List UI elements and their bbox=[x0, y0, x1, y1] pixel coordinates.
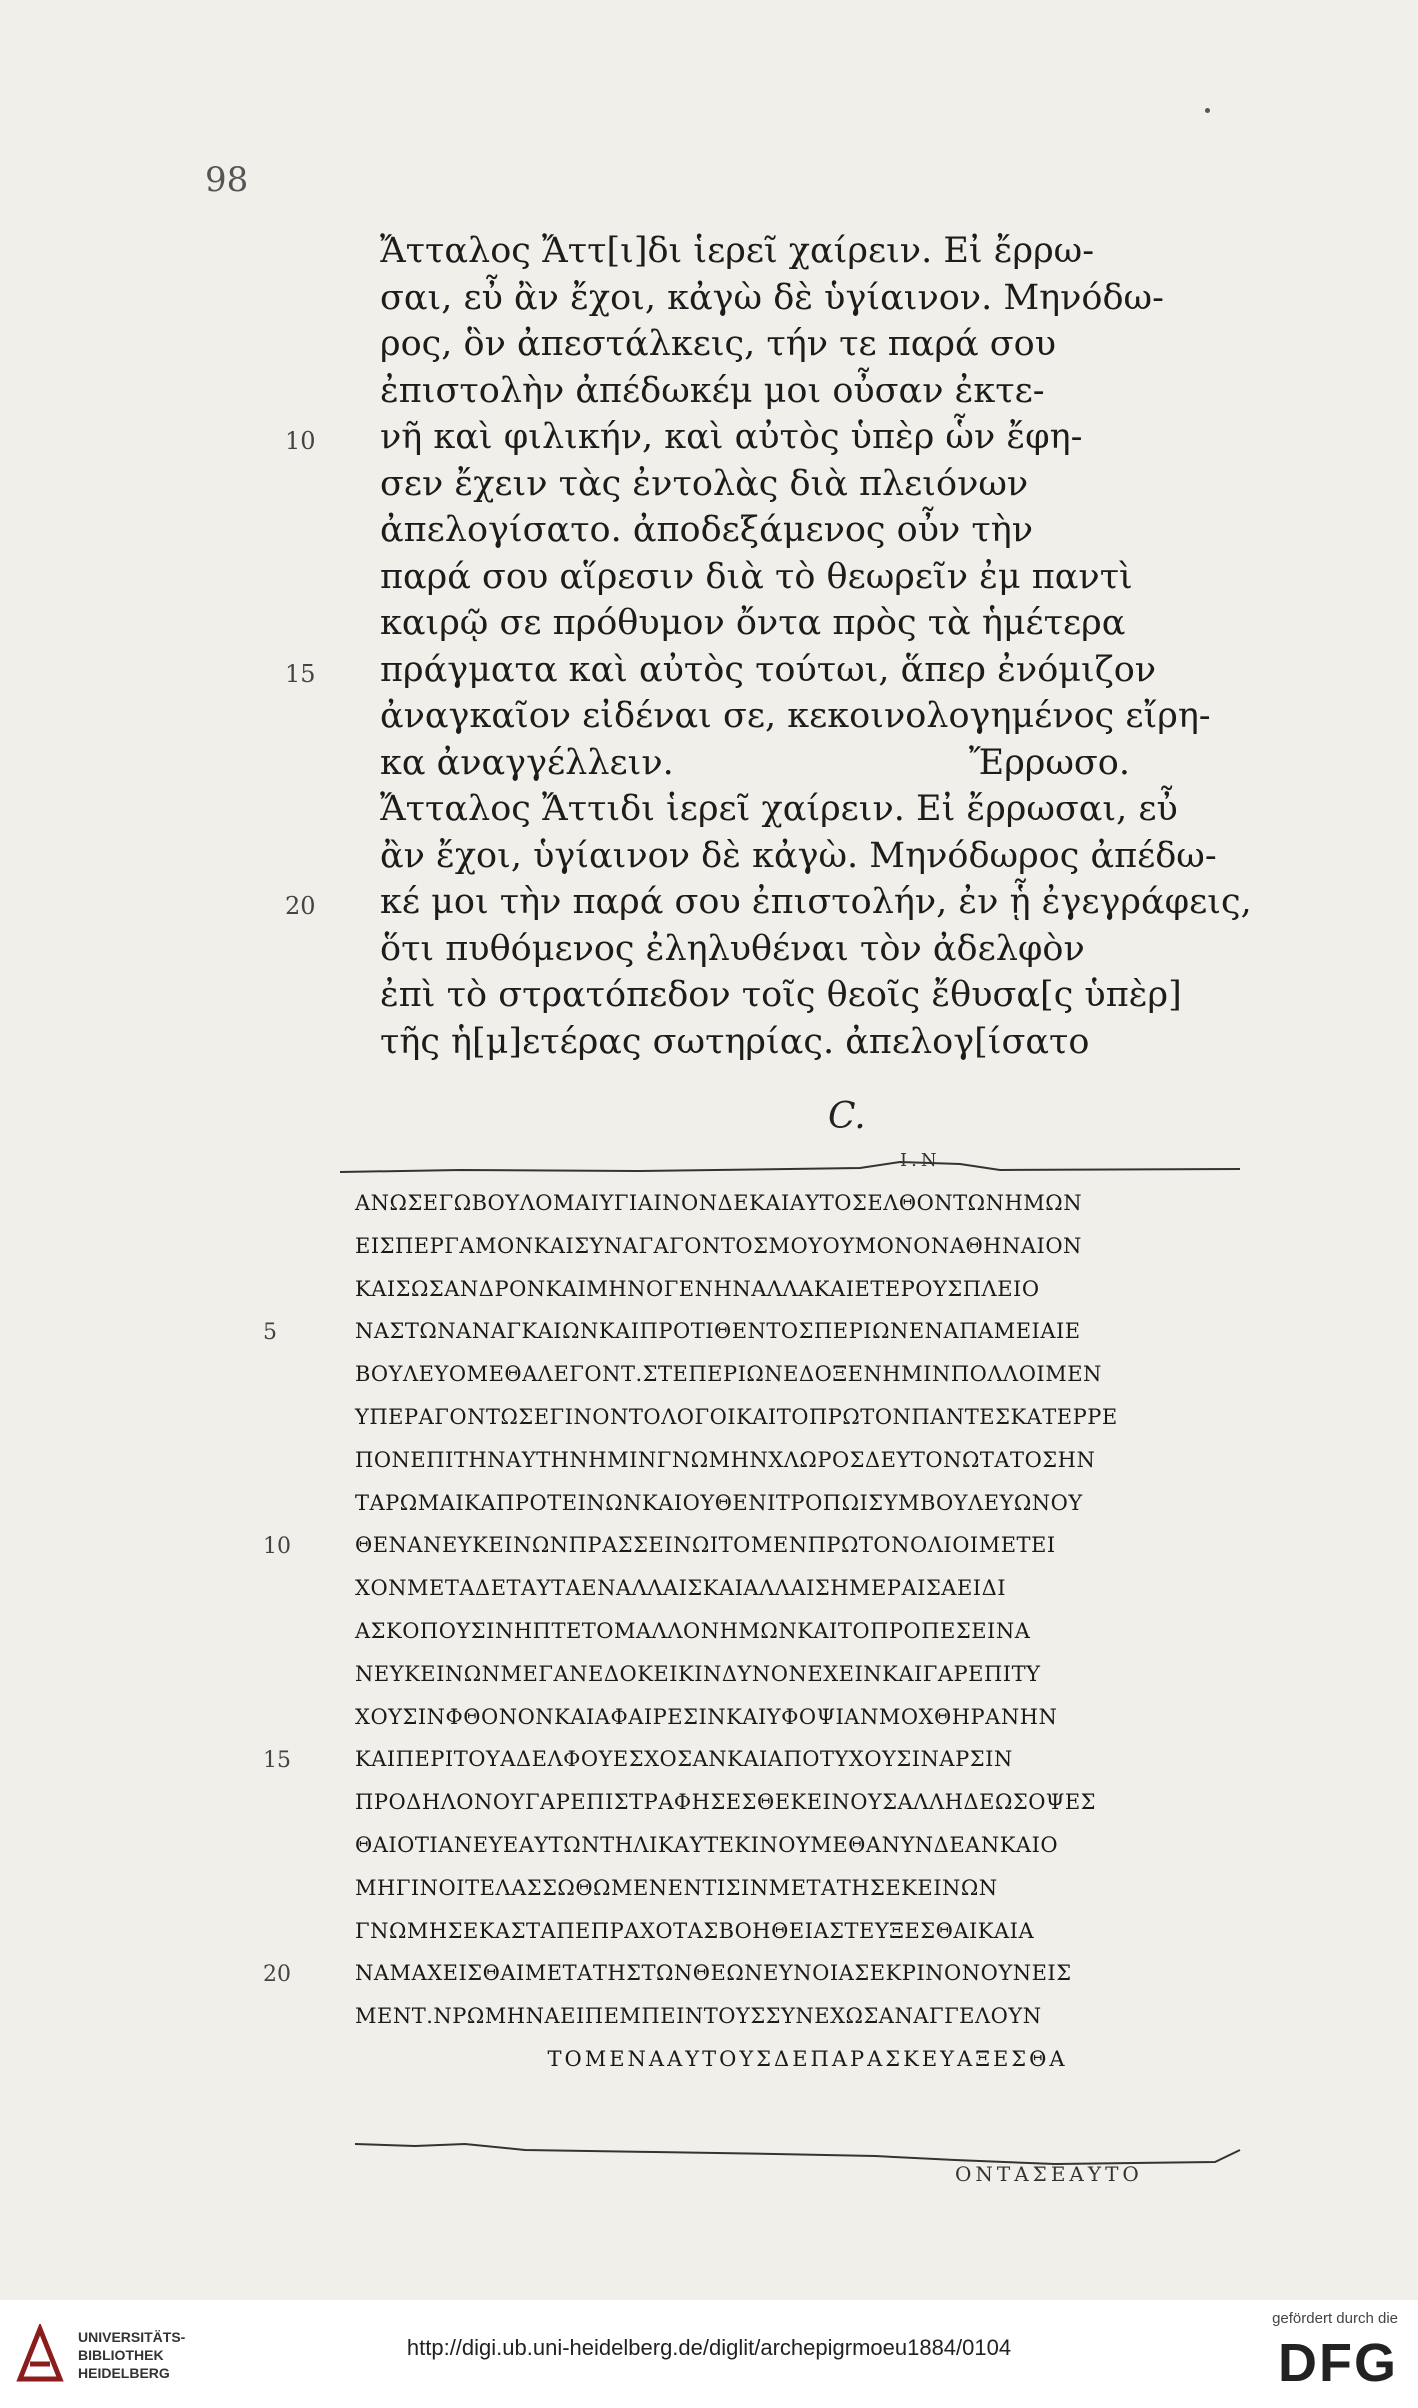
closing-salutation: Ἔρρωσο. bbox=[968, 742, 1130, 783]
uncial-line-text: ΘΑΙΟΤΙΑΝΕΥΕΑΥΤΩΝΤΗΛΙΚΑΥΤΕΚΙΝΟΥΜΕΘΑΝΥΝΔΕΑΝΚΑΙΟ bbox=[355, 1832, 1059, 1857]
uncial-line bbox=[355, 1268, 1260, 1311]
greek-line-text: κα ἀναγγέλλειν. bbox=[380, 742, 674, 783]
greek-line bbox=[380, 926, 1220, 973]
uncial-line-text: ΤΑΡΩΜΑΙΚΑΠΡΟΤΕΙΝΩΝΚΑΙΟΥΘΕΝΙΤΡΟΠΩΙΣΥΜΒΟΥΛΕΥΩΝΟΥ bbox=[355, 1490, 1083, 1515]
line-number: 15 bbox=[263, 1748, 291, 1774]
uncial-line bbox=[263, 1310, 1260, 1353]
uncial-line-text: ΥΠΕΡΑΓΟΝΤΩΣΕΓΙΝΟΝΤΟΛΟΓΟΙΚΑΙΤΟΠΡΩΤΟΝΠΑΝΤΕΣΚΑΤΕΡΡΕ bbox=[355, 1404, 1118, 1429]
fragment-bottom-text: ΟΝΤΑΣΕΑΥΤΟ bbox=[955, 2162, 1143, 2186]
uncial-line bbox=[355, 1653, 1260, 1696]
greek-line bbox=[380, 461, 1220, 508]
uncial-line-text: ΝΑΜΑΧΕΙΣΘΑΙΜΕΤΑΤΗΣΤΩΝΘΕΩΝΕΥΝΟΙΑΣΕΚΡΙΝΟΝΟΥΝΕΙΣ bbox=[355, 1961, 1072, 1986]
line-number: 10 bbox=[285, 427, 316, 455]
uncial-line-text: ΝΑΣΤΩΝΑΝΑΓΚΑΙΩΝΚΑΙΠΡΟΤΙΘΕΝΤΟΣΠΕΡΙΩΝΕΝΑΠΑΜΕΙΑΙΕ bbox=[355, 1319, 1081, 1344]
uncial-line-text: ΤΟΜΕΝΑΑΥΤΟΥΣΔΕΠΑΡΑΣΚΕΥΑΞΕΣΘΑ bbox=[547, 2046, 1068, 2071]
uncial-inscription bbox=[263, 1182, 1260, 2081]
greek-line-text: νῆ καὶ φιλικήν, καὶ αὐτὸς ὑπὲρ ὧν ἔφη- bbox=[380, 417, 1083, 457]
uncial-line-text: ΧΟΥΣΙΝΦΘΟΝΟΝΚΑΙΑΦΑΙΡΕΣΙΝΚΑΙΥΦΟΨΙΑΝΜΟΧΘΗΡΑΝΗΝ bbox=[355, 1704, 1058, 1729]
footer bbox=[0, 2300, 1418, 2408]
line-number: 20 bbox=[285, 892, 316, 920]
greek-line-text: ἀπελογίσατο. ἀποδεξάμενος οὖν τὴν bbox=[380, 510, 1034, 550]
greek-line-text: παρά σου αἵρεσιν διὰ τὸ θεωρεῖν ἐμ παντὶ bbox=[380, 556, 1133, 597]
greek-line bbox=[380, 275, 1220, 322]
uncial-line-text: ΕΙΣΠΕΡΓΑΜΟΝΚΑΙΣΥΝΑΓΑΓΟΝΤΟΣΜΟΥΟΥΜΟΝΟΝΑΘΗΝΑΙΟΝ bbox=[355, 1233, 1082, 1258]
greek-line bbox=[285, 647, 1220, 694]
greek-line-text: σαι, εὖ ἂν ἔχοι, κἀγὼ δὲ ὑγίαινον. Μηνόδω- bbox=[380, 277, 1164, 318]
greek-line-text: ἐπιστολὴν ἀπέδωκέμ μοι οὖσαν ἐκτε- bbox=[380, 370, 1045, 411]
page-number: 98 bbox=[205, 160, 249, 200]
uncial-line-text: ΘΕΝΑΝΕΥΚΕΙΝΩΝΠΡΑΣΣΕΙΝΩΙΤΟΜΕΝΠΡΩΤΟΝΟΛΙΟΙΜΕΤΕΙ bbox=[355, 1533, 1056, 1558]
greek-line-text: Ἄτταλος Ἄττιδι ἱερεῖ χαίρειν. Εἰ ἔρρωσαι, εὖ bbox=[380, 789, 1178, 829]
uncial-line bbox=[355, 1482, 1260, 1525]
library-name: UNIVERSITÄTS- BIBLIOTHEK HEIDELBERG bbox=[78, 2329, 186, 2381]
uncial-line bbox=[355, 2038, 1260, 2081]
greek-line bbox=[285, 879, 1252, 926]
uncial-line-text: ΒΟΥΛΕΥΟΜΕΘΑΛΕΓΟΝΤ.ΣΤΕΠΕΡΙΩΝΕΔΟΞΕΝΗΜΙΝΠΟΛΛΟΙΜΕΝ bbox=[355, 1362, 1102, 1387]
uncial-line bbox=[355, 1182, 1260, 1225]
uncial-line bbox=[355, 1225, 1260, 1268]
line-number: 15 bbox=[285, 659, 316, 688]
uncial-line bbox=[263, 1738, 1260, 1781]
greek-line bbox=[380, 554, 1220, 601]
funder-note: gefördert durch die bbox=[1272, 2310, 1398, 2327]
greek-line-text: καιρῷ σε πρόθυμον ὄντα πρὸς τὰ ἡμέτερα bbox=[380, 603, 1126, 643]
greek-line bbox=[380, 1019, 1220, 1066]
greek-line-text: κέ μοι τὴν παρά σου ἐπιστολήν, ἐν ᾗ ἐγεγράφεις, bbox=[380, 882, 1252, 922]
greek-line bbox=[380, 321, 1220, 368]
greek-line bbox=[380, 693, 1220, 740]
uncial-line bbox=[355, 1867, 1260, 1910]
greek-line bbox=[285, 414, 1220, 461]
uncial-line-text: ΑΝΩΣΕΓΩΒΟΥΛΟΜΑΙΥΓΙΑΙΝΟΝΔΕΚΑΙΑΥΤΟΣΕΛΘΟΝΤΩΝΗΜΩΝ bbox=[355, 1191, 1083, 1215]
inscription-fragment-top bbox=[340, 1150, 1240, 1180]
greek-line bbox=[380, 833, 1220, 880]
uncial-line-text: ΑΣΚΟΠΟΥΣΙΝΗΠΤΕΤΟΜΑΛΛΟΝΗΜΩΝΚΑΙΤΟΠΡΟΠΕΣΕΙΝΑ bbox=[355, 1618, 1031, 1643]
inscription-fragment-bottom bbox=[355, 2140, 1260, 2200]
greek-line-text: Ἄτταλος Ἄττ[ι]δι ἱερεῖ χαίρειν. Εἰ ἔρρω- bbox=[380, 231, 1095, 271]
line-number: 10 bbox=[263, 1534, 291, 1560]
uncial-line bbox=[355, 1567, 1260, 1610]
fragment-break-line bbox=[340, 1150, 1240, 1180]
uncial-line bbox=[355, 1696, 1260, 1739]
greek-line bbox=[380, 600, 1220, 647]
uncial-line bbox=[355, 1781, 1260, 1824]
greek-line-text: ρος, ὃν ἀπεστάλκεις, τήν τε παρά σου bbox=[380, 324, 1056, 364]
uncial-line bbox=[355, 1396, 1260, 1439]
uncial-line-text: ΠΡΟΔΗΛΟΝΟΥΓΑΡΕΠΙΣΤΡΑΦΗΣΕΣΘΕΚΕΙΝΟΥΣΑΛΛΗΔΕΩΣΟΨΕΣ bbox=[355, 1790, 1097, 1815]
greek-line bbox=[380, 228, 1220, 275]
greek-line-text: ὅτι πυθόμενος ἐληλυθέναι τὸν ἀδελφὸν bbox=[380, 928, 1085, 969]
uncial-line-text: ΚΑΙΠΕΡΙΤΟΥΑΔΕΛΦΟΥΕΣΧΟΣΑΝΚΑΙΑΠΟΤΥΧΟΥΣΙΝΑΡΣΙΝ bbox=[355, 1747, 1013, 1772]
page-speck bbox=[1205, 108, 1210, 113]
uncial-line bbox=[355, 1995, 1260, 2038]
fragment-top-text: Ι.Ν bbox=[900, 1150, 941, 1171]
uncial-line-text: ΠΟΝΕΠΙΤΗΝΑΥΤΗΝΗΜΙΝΓΝΩΜΗΝΧΛΩΡΟΣΔΕΥΤΟΝΩΤΑΤΟΣΗΝ bbox=[355, 1447, 1096, 1472]
greek-line bbox=[380, 740, 1220, 787]
uncial-line bbox=[355, 1353, 1260, 1396]
line-number: 20 bbox=[263, 1962, 291, 1988]
greek-line-text: ἀναγκαῖον εἰδέναι σε, κεκοινολογημένος εἴρη- bbox=[380, 696, 1211, 736]
uncial-line bbox=[355, 1910, 1260, 1953]
greek-line bbox=[380, 368, 1220, 415]
uncial-line bbox=[355, 1824, 1260, 1867]
greek-line bbox=[380, 972, 1220, 1019]
uncial-line bbox=[355, 1610, 1260, 1653]
uncial-line-text: ΓΝΩΜΗΣΕΚΑΣΤΑΠΕΠΡΑΧΟΤΑΣΒΟΗΘΕΙΑΣΤΕΥΞΕΣΘΑΙΚΑΙΑ bbox=[355, 1918, 1035, 1943]
uncial-line bbox=[263, 1952, 1260, 1995]
uncial-line-text: ΧΟΝΜΕΤΑΔΕΤΑΥΤΑΕΝΑΛΛΑΙΣΚΑΙΑΛΛΑΙΣΗΜΕΡΑΙΣΑΕΙΔΙ bbox=[355, 1576, 1007, 1601]
greek-line-text: σεν ἔχειν τὰς ἐντολὰς διὰ πλειόνων bbox=[380, 463, 1029, 504]
section-mark: C. bbox=[828, 1096, 866, 1137]
uncial-line-text: ΜΕΝΤ.ΝΡΩΜΗΝΑΕΙΠΕΜΠΕΙΝΤΟΥΣΣΥΝΕΧΩΣΑΝΑΓΓΕΛΟΥΝ bbox=[355, 2004, 1042, 2029]
dfg-logo: DFG bbox=[1278, 2333, 1398, 2393]
greek-transcription bbox=[285, 228, 1252, 1065]
uncial-line-text: ΝΕΥΚΕΙΝΩΝΜΕΓΑΝΕΔΟΚΕΙΚΙΝΔΥΝΟΝΕΧΕΙΝΚΑΙΓΑΡΕΠΙΤΥ bbox=[355, 1661, 1041, 1686]
uncial-line-text: ΚΑΙΣΩΣΑΝΔΡΟΝΚΑΙΜΗΝΟΓΕΝΗΝΑΛΛΑΚΑΙΕΤΕΡΟΥΣΠΛΕΙΟ bbox=[355, 1276, 1040, 1301]
uncial-line bbox=[263, 1524, 1260, 1567]
greek-line-text: ἂν ἔχοι, ὑγίαινον δὲ κἀγὼ. Μηνόδωρος ἀπέδω- bbox=[380, 835, 1217, 876]
line-number: 5 bbox=[263, 1320, 277, 1346]
greek-line bbox=[380, 786, 1220, 833]
greek-line-text: τῆς ἡ[μ]ετέρας σωτηρίας. ἀπελογ[ίσατο bbox=[380, 1021, 1090, 1062]
uncial-line-text: ΜΗΓΙΝΟΙΤΕΛΑΣΣΩΘΩΜΕΝΕΝΤΙΣΙΝΜΕΤΑΤΗΣΕΚΕΙΝΩΝ bbox=[355, 1875, 998, 1900]
uncial-line bbox=[355, 1439, 1260, 1482]
greek-line-text: ἐπὶ τὸ στρατόπεδον τοῖς θεοῖς ἔθυσα[ς ὑπὲρ] bbox=[380, 975, 1182, 1015]
permalink-url[interactable]: http://digi.ub.uni-heidelberg.de/diglit/archepigrmoeu1884/0104 bbox=[406, 2335, 1012, 2360]
greek-line-text: πράγματα καὶ αὐτὸς τούτωι, ἅπερ ἐνόμιζον bbox=[380, 649, 1157, 690]
greek-line bbox=[380, 507, 1220, 554]
